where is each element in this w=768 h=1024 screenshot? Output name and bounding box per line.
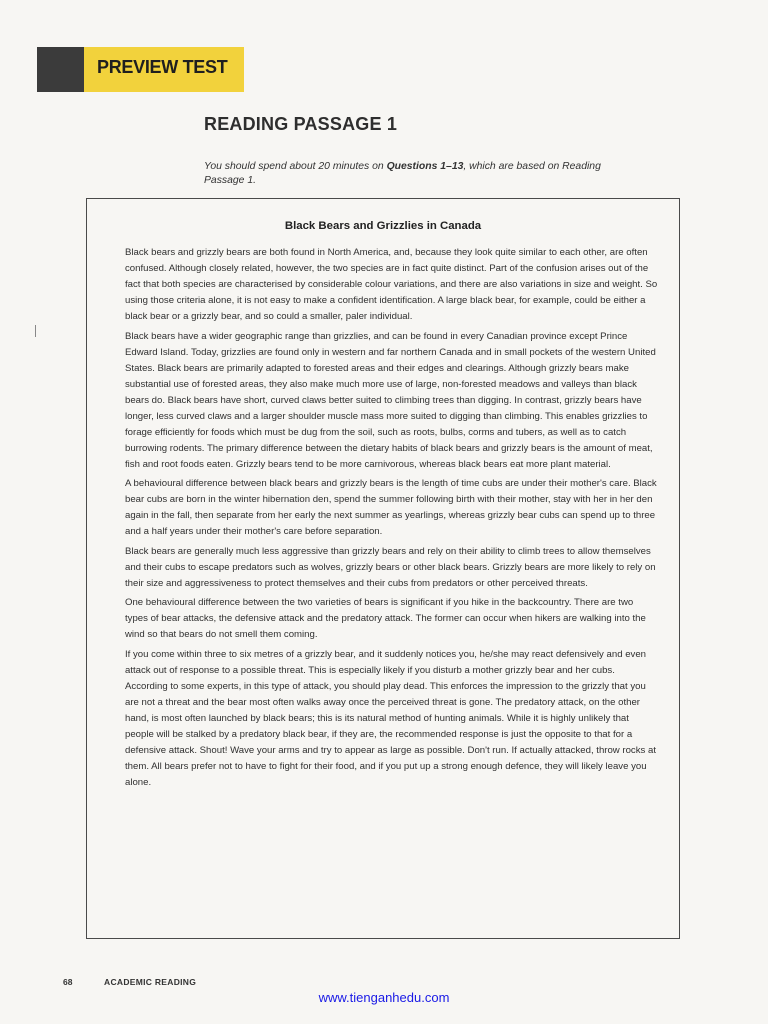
instructions-questions: Questions 1–13 [386, 161, 464, 172]
passage-title: Black Bears and Grizzlies in Canada [284, 220, 482, 232]
instructions-before: You should spend about 20 minutes on [204, 161, 387, 172]
margin-tick [35, 325, 36, 337]
website-link[interactable]: www.tienganhedu.com [318, 990, 450, 1005]
passage-paragraph-6: If you come within three to six metres of a grizzly bear, and it suddenly notices you, he/she may react defensively and even attack out of response to a possible threat. This is especially likely if you disturb a mother grizzly bear and her cubs. According to some experts, in this type of attack, you should play dead. This enforces the impression to the grizzly that you are not a threat and the bear most often walks away once the perceived threat is gone. The predatory attack, on the other hand, is most often launched by black bears; this is its natural method of hunting animals. While it is highly unlikely that people will be stalked by a predatory black bear, if they are, the recommended response is just the opposite to that for a defensive attack. Shout! Wave your arms and try to appear as large as possible. Don't run. If actually attacked, throw rocks at them. All bears prefer not to have to fight for their food, and if you put up a strong enough defence, they will likely leave you alone. [125, 648, 656, 788]
passage-heading: READING PASSAGE 1 [204, 114, 398, 134]
passage-paragraph-3: A behavioural difference between black bears and grizzly bears is the length of time cubs are under their mother's care. Black bear cubs are born in the winter hibernation den, spend the summer following birth with their mother, stay with her in her den again in the fall, then separate from her early the next summer as yearlings, whereas grizzly bear cubs can spend up to three and a half years under their mother's care before separation. [125, 478, 657, 537]
instructions [204, 160, 644, 188]
instructions-after: , which are based on Reading Passage 1. [204, 161, 601, 186]
passage-paragraph-5: One behavioural difference between the two varieties of bears is significant if you hike in the backcountry. There are two types of bear attacks, the defensive attack and the predatory attack. The former can occur when hikers are walking into the wind so that bears do not smell them coming. [125, 597, 646, 640]
header-dark-block [37, 47, 84, 92]
passage-paragraph-1: Black bears and grizzly bears are both found in North America, and, because they look quite similar to each other, are often confused. Although closely related, however, the two species are in fact quite distinct. Part of the confusion arises out of the fact that both species are characterised by considerable colour variations, and there are also variations in size and weight. So using those criteria alone, it is not easy to make a confident identification. A large black bear, for example, could be either a black bear or a grizzly bear, and so could a smaller, paler individual. [125, 247, 658, 322]
footer-section-label: ACADEMIC READING [104, 977, 197, 987]
page-number: 68 [63, 977, 73, 987]
passage-paragraph-2: Black bears have a wider geographic range than grizzlies, and can be found in every Canadian province except Prince Edward Island. Today, grizzlies are found only in western and far northern Canada and in small pockets of the western United States. Black bears are primarily adapted to forested areas and their edges and clearings. Although grizzly bears make substantial use of forested areas, they also make much more use of large, non-forested meadows and valleys than black bears do. Black bears have short, curved claws better suited to climbing trees than digging. In contrast, grizzly bears have longer, less curved claws and a larger shoulder muscle mass more suited to digging than climbing. This enables grizzlies to forage efficiently for foods which must be dug from the soil, such as roots, bulbs, corms and tubers, as well as to catch burrowing rodents. The primary difference between the dietary habits of black bears and grizzly bears is the amount of meat, fish and root foods eaten. Grizzly bears tend to be more carnivorous, whereas black bears eat more plant material. [125, 330, 656, 470]
passage-body [125, 245, 658, 794]
passage-paragraph-4: Black bears are generally much less aggressive than grizzly bears and rely on their ability to climb trees to allow themselves and their cubs to escape predators such as wolves, grizzly bears or other black bears. Grizzly bears are more likely to rely on their size and aggressiveness to protect themselves and their cubs from predators or other perceived threats. [125, 545, 656, 589]
header-label: PREVIEW TEST [97, 57, 228, 77]
